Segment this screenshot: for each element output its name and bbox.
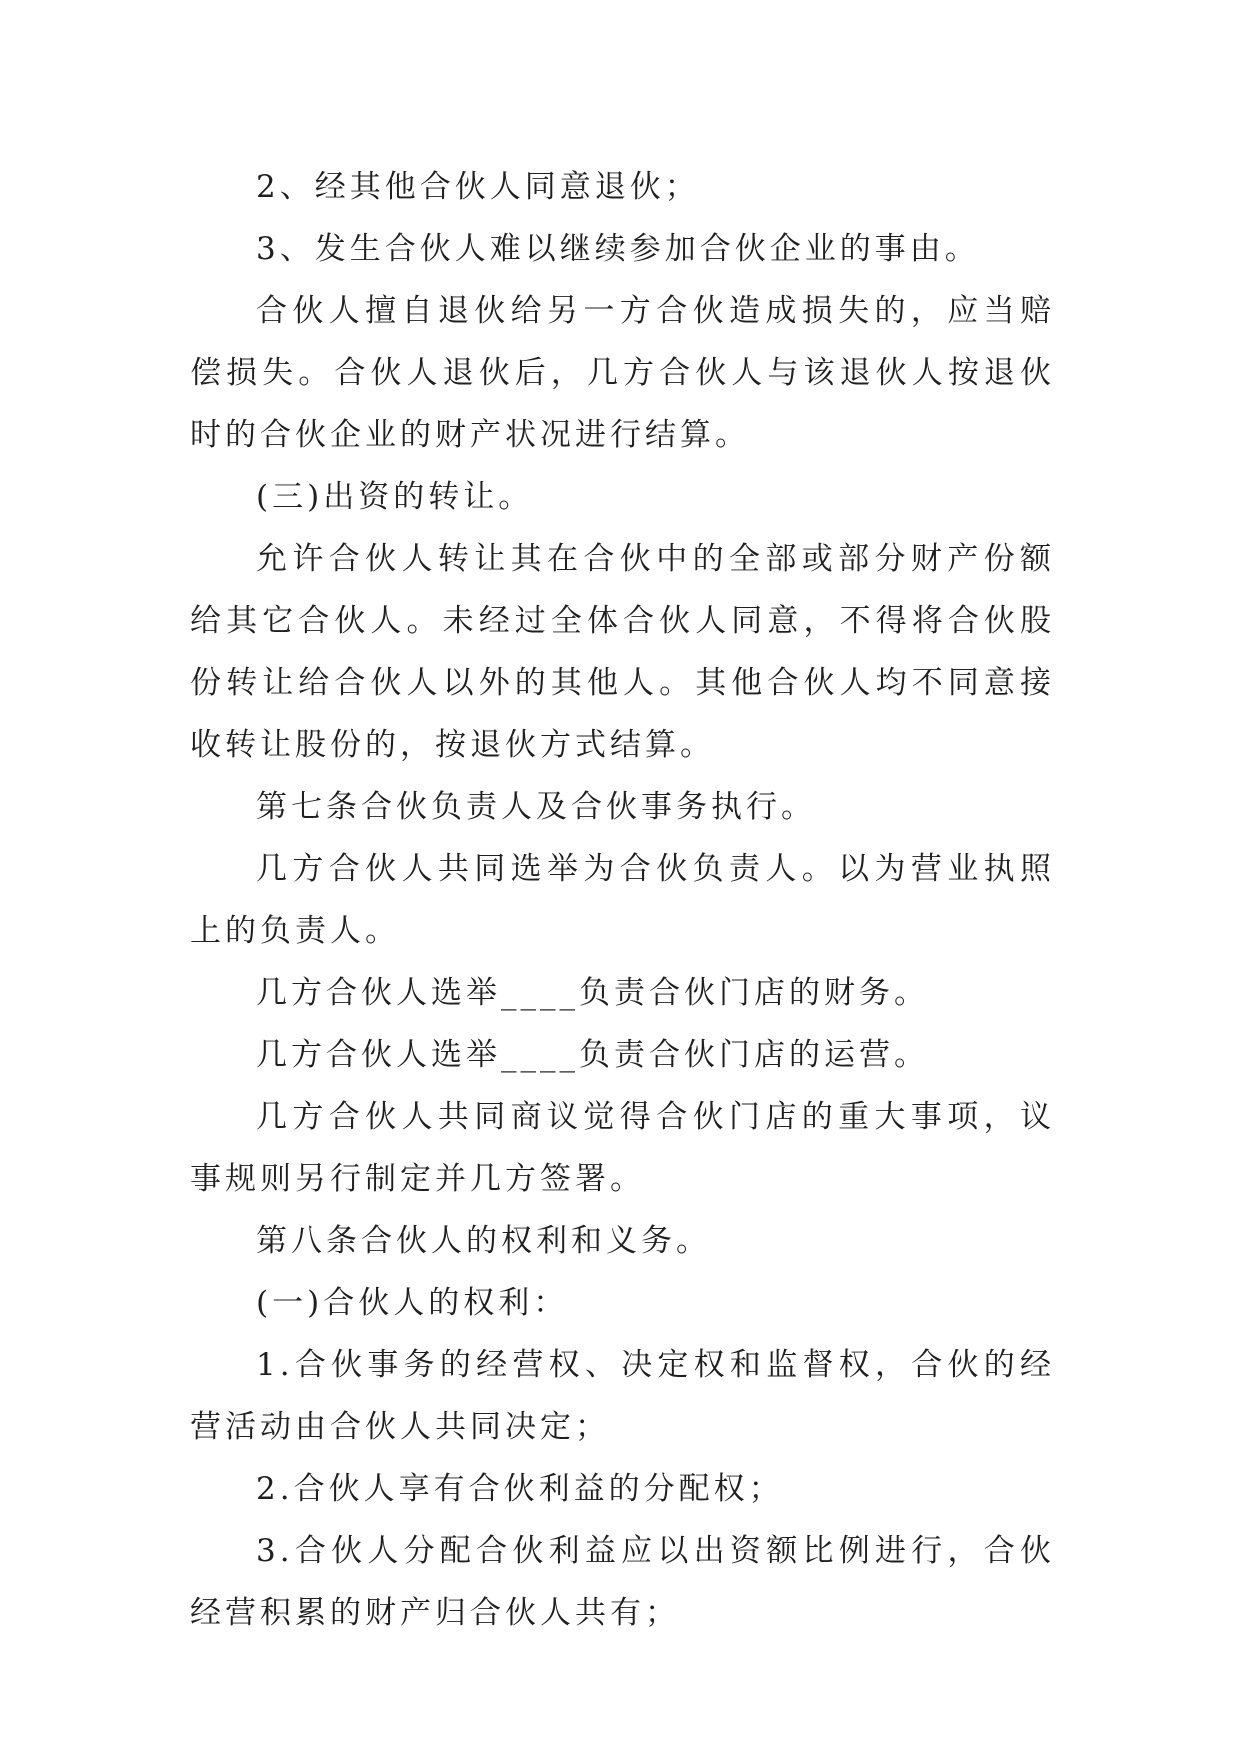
heading-article-8: 第八条合伙人的权利和义务。: [256, 1223, 711, 1259]
paragraph-clause-3: 3、发生合伙人难以继续参加合伙企业的事由。: [256, 231, 980, 267]
paragraph-right-2: 2.合伙人享有合伙利益的分配权；: [256, 1471, 784, 1507]
paragraph-right-1: 1.合伙事务的经营权、决定权和监督权，合伙的经营活动由合伙人共同决定；: [190, 1347, 1055, 1445]
paragraph-right-3: 3.合伙人分配合伙利益应以出资额比例进行，合伙经营积累的财产归合伙人共有；: [190, 1533, 1055, 1631]
paragraph-leader-election: 几方合伙人共同选举为合伙负责人。以为营业执照上的负责人。: [190, 851, 1055, 949]
paragraph-clause-2: 2、经其他合伙人同意退伙；: [256, 169, 700, 205]
heading-capital-transfer: (三)出资的转让。: [256, 479, 534, 515]
paragraph-finance-election: 几方合伙人选举____负责合伙门店的财务。: [256, 975, 929, 1011]
paragraph-operation-election: 几方合伙人选举____负责合伙门店的运营。: [256, 1037, 929, 1073]
paragraph-major-matters: 几方合伙人共同商议觉得合伙门店的重大事项，议事规则另行制定并几方签署。: [190, 1099, 1055, 1197]
heading-partner-rights: (一)合伙人的权利：: [256, 1285, 569, 1321]
paragraph-withdrawal-compensation: 合伙人擅自退伙给另一方合伙造成损失的，应当赔偿损失。合伙人退伙后，几方合伙人与该退伙人按退伙时的合伙企业的财产状况进行结算。: [190, 293, 1055, 453]
paragraph-transfer-rules: 允许合伙人转让其在合伙中的全部或部分财产份额给其它合伙人。未经过全体合伙人同意，不得将合伙股份转让给合伙人以外的其他人。其他合伙人均不同意接收转让股份的，按退伙方式结算。: [190, 541, 1055, 763]
heading-article-7: 第七条合伙负责人及合伙事务执行。: [256, 789, 816, 825]
document-body: [190, 156, 1055, 1644]
